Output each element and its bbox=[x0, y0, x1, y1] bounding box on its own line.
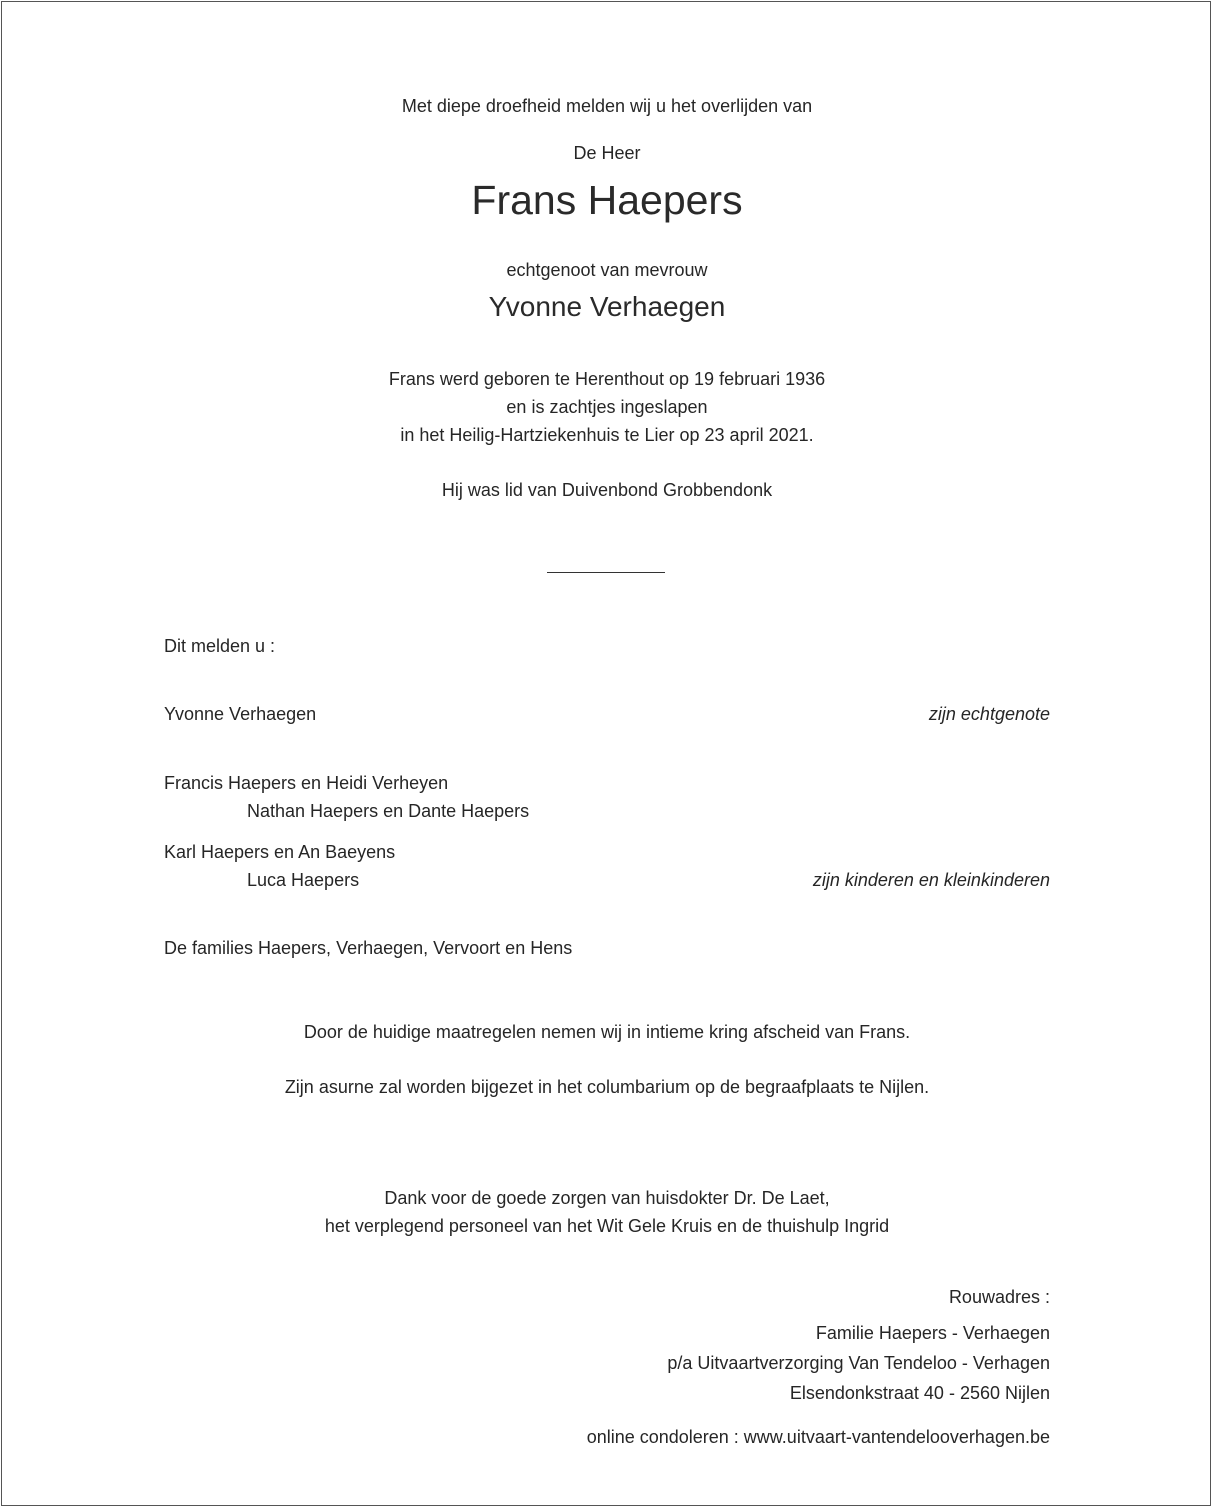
spouse-name: Yvonne Verhaegen bbox=[488, 291, 726, 322]
child-family: Francis Haepers en Heidi Verheyen bbox=[164, 773, 449, 793]
thanks-line: Dank voor de goede zorgen van huisdokter Dr. De Laet, bbox=[384, 1188, 830, 1208]
address-line: p/a Uitvaartverzorging Van Tendeloo - Verhagen bbox=[667, 1353, 1050, 1373]
bio-line: Frans werd geboren te Herenthout op 19 februari 1936 bbox=[388, 369, 826, 389]
bio-line: en is zachtjes ingeslapen bbox=[506, 397, 708, 417]
grandchildren: Nathan Haepers en Dante Haepers bbox=[247, 801, 530, 821]
family-spouse-role: zijn echtgenote bbox=[928, 704, 1050, 724]
address-line: Familie Haepers - Verhaegen bbox=[815, 1323, 1050, 1343]
intro-text: Met diepe droefheid melden wij u het overlijden van bbox=[401, 96, 813, 116]
children-role: zijn kinderen en kleinkinderen bbox=[812, 870, 1050, 890]
family-heading: Dit melden u : bbox=[164, 636, 276, 656]
online-condolence-link[interactable]: online condoleren : www.uitvaart-vantendelooverhagen.be bbox=[586, 1427, 1050, 1447]
extended-families: De families Haepers, Verhaegen, Vervoort en Hens bbox=[164, 938, 573, 958]
grandchildren: Luca Haepers bbox=[247, 870, 360, 890]
address-line: Elsendonkstraat 40 - 2560 Nijlen bbox=[789, 1383, 1050, 1403]
bio-line: in het Heilig-Hartziekenhuis te Lier op 23 april 2021. bbox=[400, 425, 814, 445]
address-heading: Rouwadres : bbox=[948, 1287, 1050, 1307]
deceased-name: Frans Haepers bbox=[471, 177, 743, 223]
section-divider bbox=[547, 572, 665, 573]
page-border bbox=[1, 1, 1211, 1506]
child-family: Karl Haepers en An Baeyens bbox=[164, 842, 396, 862]
honorific-title: De Heer bbox=[573, 143, 641, 163]
urn-text: Zijn asurne zal worden bijgezet in het columbarium op de begraafplaats te Nijlen. bbox=[284, 1077, 930, 1097]
farewell-text: Door de huidige maatregelen nemen wij in intieme kring afscheid van Frans. bbox=[303, 1022, 911, 1042]
relation-text: echtgenoot van mevrouw bbox=[506, 260, 708, 280]
family-spouse-name: Yvonne Verhaegen bbox=[164, 704, 317, 724]
membership-text: Hij was lid van Duivenbond Grobbendonk bbox=[441, 480, 773, 500]
thanks-line: het verplegend personeel van het Wit Gele Kruis en de thuishulp Ingrid bbox=[324, 1216, 890, 1236]
